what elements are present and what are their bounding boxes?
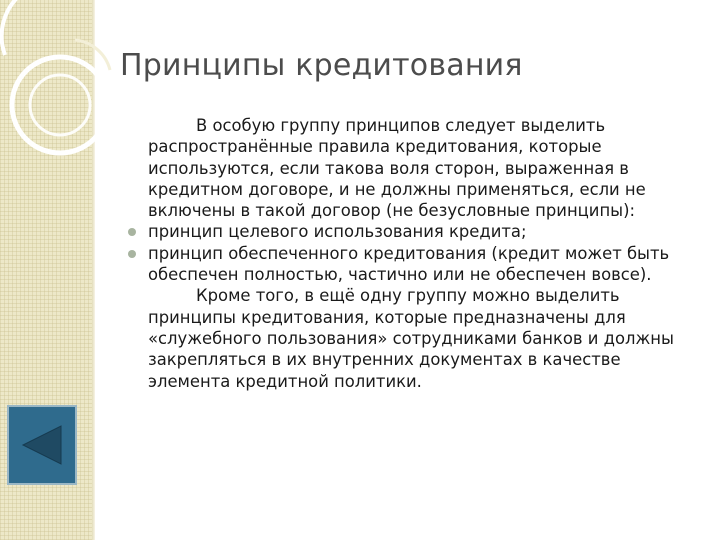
decorative-circles bbox=[0, 0, 120, 200]
bullet-dot-icon bbox=[128, 228, 136, 236]
bullet-text: принцип обеспеченного кредитования (кредит может быть обеспечен полностью, частично или не обеспечен вовсе). bbox=[148, 243, 670, 285]
slide-body bbox=[148, 115, 693, 392]
bullet-text: принцип целевого использования кредита; bbox=[148, 222, 527, 242]
closing-paragraph: Кроме того, в ещё одну группу можно выделить принципы кредитования, которые предназначены для «служебного пользования» сотрудниками банков и должны закрепляться в их внутренних документах в качестве элемента кредитной политики. bbox=[148, 286, 674, 391]
bullet-item bbox=[148, 243, 693, 286]
slide-title: Принципы кредитования bbox=[120, 48, 523, 83]
bullet-item bbox=[148, 221, 693, 242]
bullet-dot-icon bbox=[128, 250, 136, 258]
back-button[interactable] bbox=[7, 405, 77, 485]
triangle-left-icon bbox=[17, 422, 67, 468]
intro-paragraph: В особую группу принципов следует выделить распространённые правила кредитования, которые используются, если такова воля сторон, выраженная в кредитном договоре, и не должны применяться, если не включены в такой договор (не безусловные принципы): bbox=[148, 116, 646, 221]
